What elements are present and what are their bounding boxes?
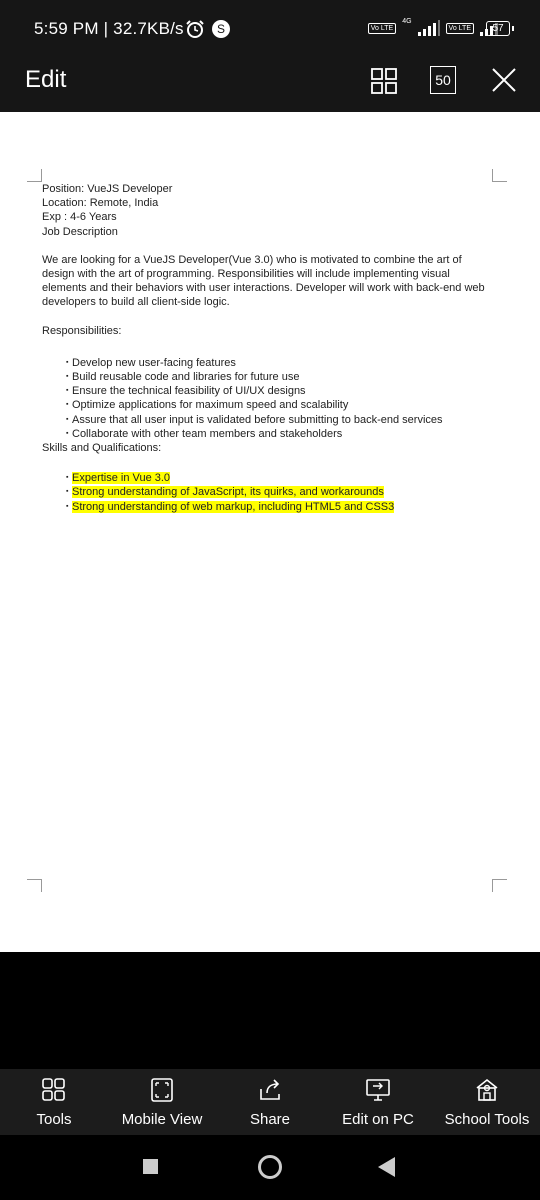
list-item: ▪ Develop new user-facing features xyxy=(72,356,492,370)
edit-title[interactable]: Edit xyxy=(25,66,67,93)
job-description-heading: Job Description xyxy=(42,225,118,238)
list-item: ▪ Ensure the technical feasibility of UI/UX designs xyxy=(72,384,492,398)
volte-badge: Vo LTE xyxy=(368,23,396,34)
app-bar xyxy=(0,58,540,112)
signal-icon xyxy=(418,20,440,36)
location-line: Location: Remote, India xyxy=(42,197,159,210)
volte-badge-2: Vo LTE xyxy=(446,23,474,34)
list-item: ▪ Build reusable code and libraries for future use xyxy=(72,370,492,384)
battery-icon: 57 xyxy=(486,21,510,36)
status-bar xyxy=(0,0,540,58)
system-nav-bar xyxy=(0,1135,540,1200)
status-time-speed: 5:59 PM | 32.7KB/s xyxy=(34,19,184,38)
school-tools-label: School Tools xyxy=(444,1111,530,1128)
margin-corner-mark xyxy=(27,879,42,892)
bottom-toolbar xyxy=(0,1069,540,1135)
document-body[interactable] xyxy=(42,182,492,514)
tools-label: Tools xyxy=(36,1111,72,1128)
experience-line: Exp : 4-6 Years xyxy=(42,211,117,224)
edit-on-pc-button[interactable] xyxy=(336,1069,420,1135)
intro-paragraph: We are looking for a VueJS Developer(Vue 3.0) who is motivated to combine the art of design with the art of programming. Responsibilities will include implementing visual elements and their behaviors with user interactions. Developer will work with back-end web developers to build all client-side logic. xyxy=(42,253,485,309)
tools-button[interactable] xyxy=(26,1069,82,1135)
list-item: ▪ Optimize applications for maximum speed and scalability xyxy=(72,398,492,412)
share-button[interactable] xyxy=(241,1069,299,1135)
network-type: 4G xyxy=(402,17,412,25)
mobile-view-button[interactable] xyxy=(115,1069,209,1135)
list-item: ▪ Assure that all user input is validated before submitting to back-end services xyxy=(72,413,492,427)
edit-on-pc-label: Edit on PC xyxy=(342,1111,414,1128)
margin-corner-mark xyxy=(492,879,507,892)
recent-apps-icon[interactable] xyxy=(143,1159,158,1174)
mobile-view-icon xyxy=(149,1077,175,1103)
margin-corner-mark xyxy=(27,169,42,182)
highlighted-list-item: Expertise in Vue 3.0 xyxy=(72,472,171,485)
highlighted-list-item: Strong understanding of JavaScript, its quirks, and workarounds xyxy=(72,486,384,499)
school-tools-icon xyxy=(474,1077,500,1103)
edit-on-pc-icon xyxy=(365,1077,391,1103)
empty-canvas-area xyxy=(0,952,540,1069)
margin-corner-mark xyxy=(492,169,507,182)
responsibilities-list xyxy=(42,356,492,441)
mobile-view-label: Mobile View xyxy=(121,1111,203,1128)
share-icon xyxy=(257,1077,283,1103)
tools-icon xyxy=(41,1077,67,1103)
school-tools-button[interactable] xyxy=(440,1069,534,1135)
list-item: ▪ Collaborate with other team members and stakeholders xyxy=(72,427,492,441)
sync-s-icon xyxy=(211,19,231,39)
svg-text:S: S xyxy=(216,22,226,36)
skills-list xyxy=(42,471,492,514)
close-icon[interactable] xyxy=(490,66,518,94)
home-icon[interactable] xyxy=(258,1155,282,1179)
responsibilities-heading: Responsibilities: xyxy=(42,324,122,337)
grid-view-icon[interactable] xyxy=(370,67,398,95)
skills-heading: Skills and Qualifications: xyxy=(42,442,162,455)
highlighted-list-item: Strong understanding of web markup, including HTML5 and CSS3 xyxy=(72,500,395,513)
page-count-badge[interactable]: 50 xyxy=(430,66,456,94)
alarm-icon xyxy=(185,19,205,39)
position-line: Position: VueJS Developer xyxy=(42,183,173,195)
share-label: Share xyxy=(249,1111,291,1128)
back-icon[interactable] xyxy=(378,1157,395,1177)
document-page[interactable] xyxy=(0,112,540,952)
